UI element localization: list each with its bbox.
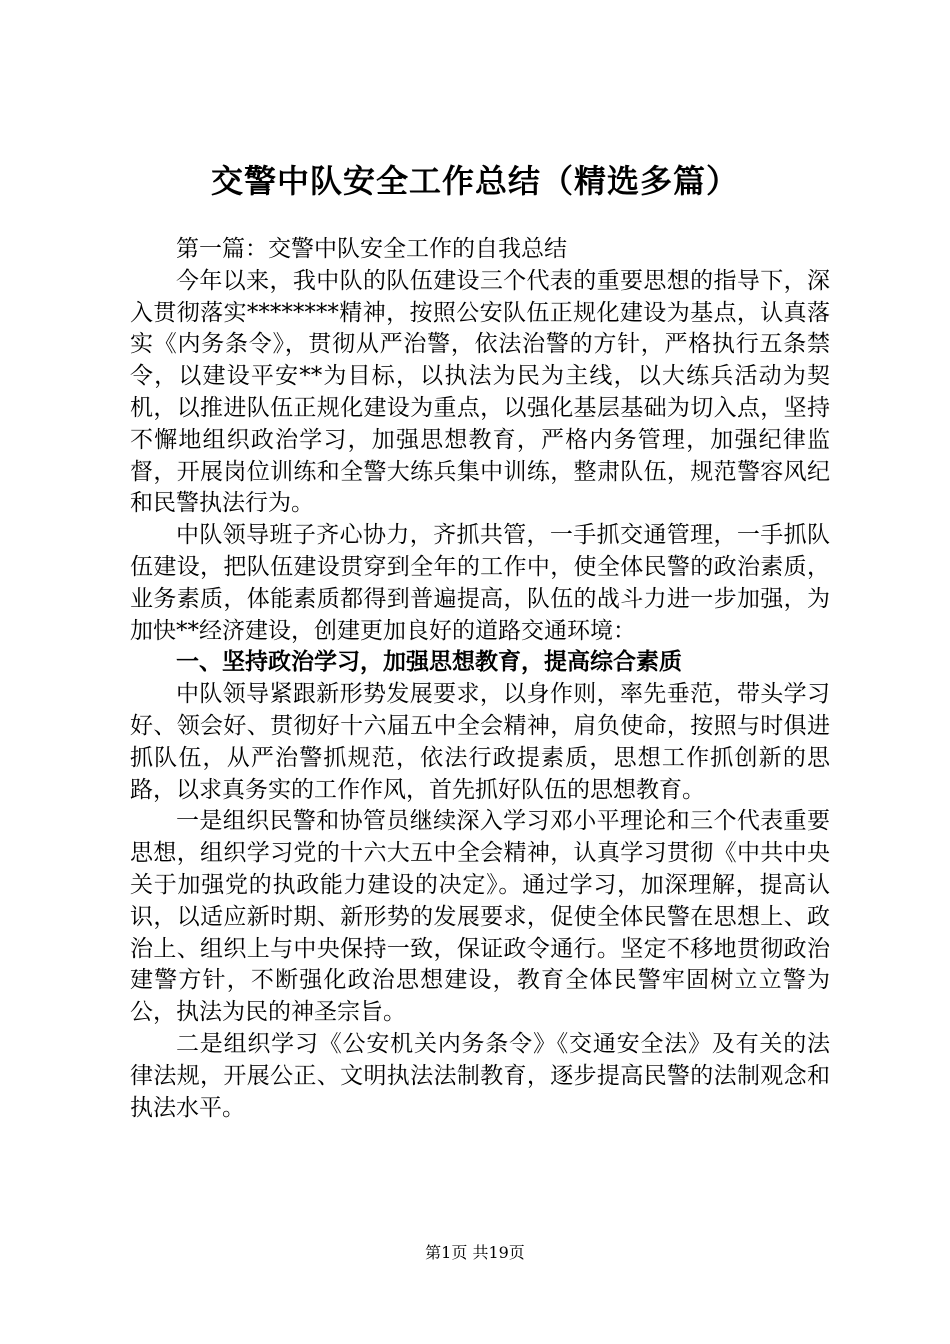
section-subtitle: 第一篇：交警中队安全工作的自我总结 [176,236,567,262]
body-paragraph: 二是组织学习《公安机关内务条令》《交通安全法》及有关的法律法规，开展公正、文明执法法制教育，逐步提高民警的法制观念和执法水平。 [130,1030,830,1121]
document-title: 交警中队安全工作总结（精选多篇） [210,162,739,200]
page-footer: 第1页 共19页 [425,1243,525,1262]
body-paragraph: 中队领导班子齐心协力，齐抓共管，一手抓交通管理，一手抓队伍建设，把队伍建设贯穿到全年的工作中，使全体民警的政治素质，业务素质，体能素质都得到普遍提高，队伍的战斗力进一步加强，为加快**经济建设，创建更加良好的道路交通环境： [130,522,830,644]
document-body [130,234,830,1124]
section-heading: 一、坚持政治学习，加强思想教育，提高综合素质 [176,649,682,676]
body-paragraph: 一是组织民警和协管员继续深入学习邓小平理论和三个代表重要思想，组织学习党的十六大五中全会精神，认真学习贯彻《中共中央关于加强党的执政能力建设的决定》。通过学习，加深理解，提高认识，以适应新时期、新形势的发展要求，促使全体民警在思想上、政治上、组织上与中央保持一致，保证政令通行。坚定不移地贯彻政治建警方针，不断强化政治思想建设，教育全体民警牢固树立立警为公，执法为民的神圣宗旨。 [130,808,830,1026]
body-paragraph: 今年以来，我中队的队伍建设三个代表的重要思想的指导下，深入贯彻落实********精神，按照公安队伍正规化建设为基点，认真落实《内务条令》，贯彻从严治警，依法治警的方针，严格执行五条禁令，以建设平安**为目标，以执法为民为主线，以大练兵活动为契机，以推进队伍正规化建设为重点，以强化基层基础为切入点，坚持不懈地组织政治学习，加强思想教育，严格内务管理，加强纪律监督，开展岗位训练和全警大练兵集中训练，整肃队伍，规范警容风纪和民警执法行为。 [130,267,830,517]
body-paragraph: 中队领导紧跟新形势发展要求，以身作则，率先垂范，带头学习好、领会好、贯彻好十六届五中全会精神，肩负使命，按照与时俱进抓队伍，从严治警抓规范，依法行政提素质，思想工作抓创新的思路，以求真务实的工作作风，首先抓好队伍的思想教育。 [130,681,830,803]
